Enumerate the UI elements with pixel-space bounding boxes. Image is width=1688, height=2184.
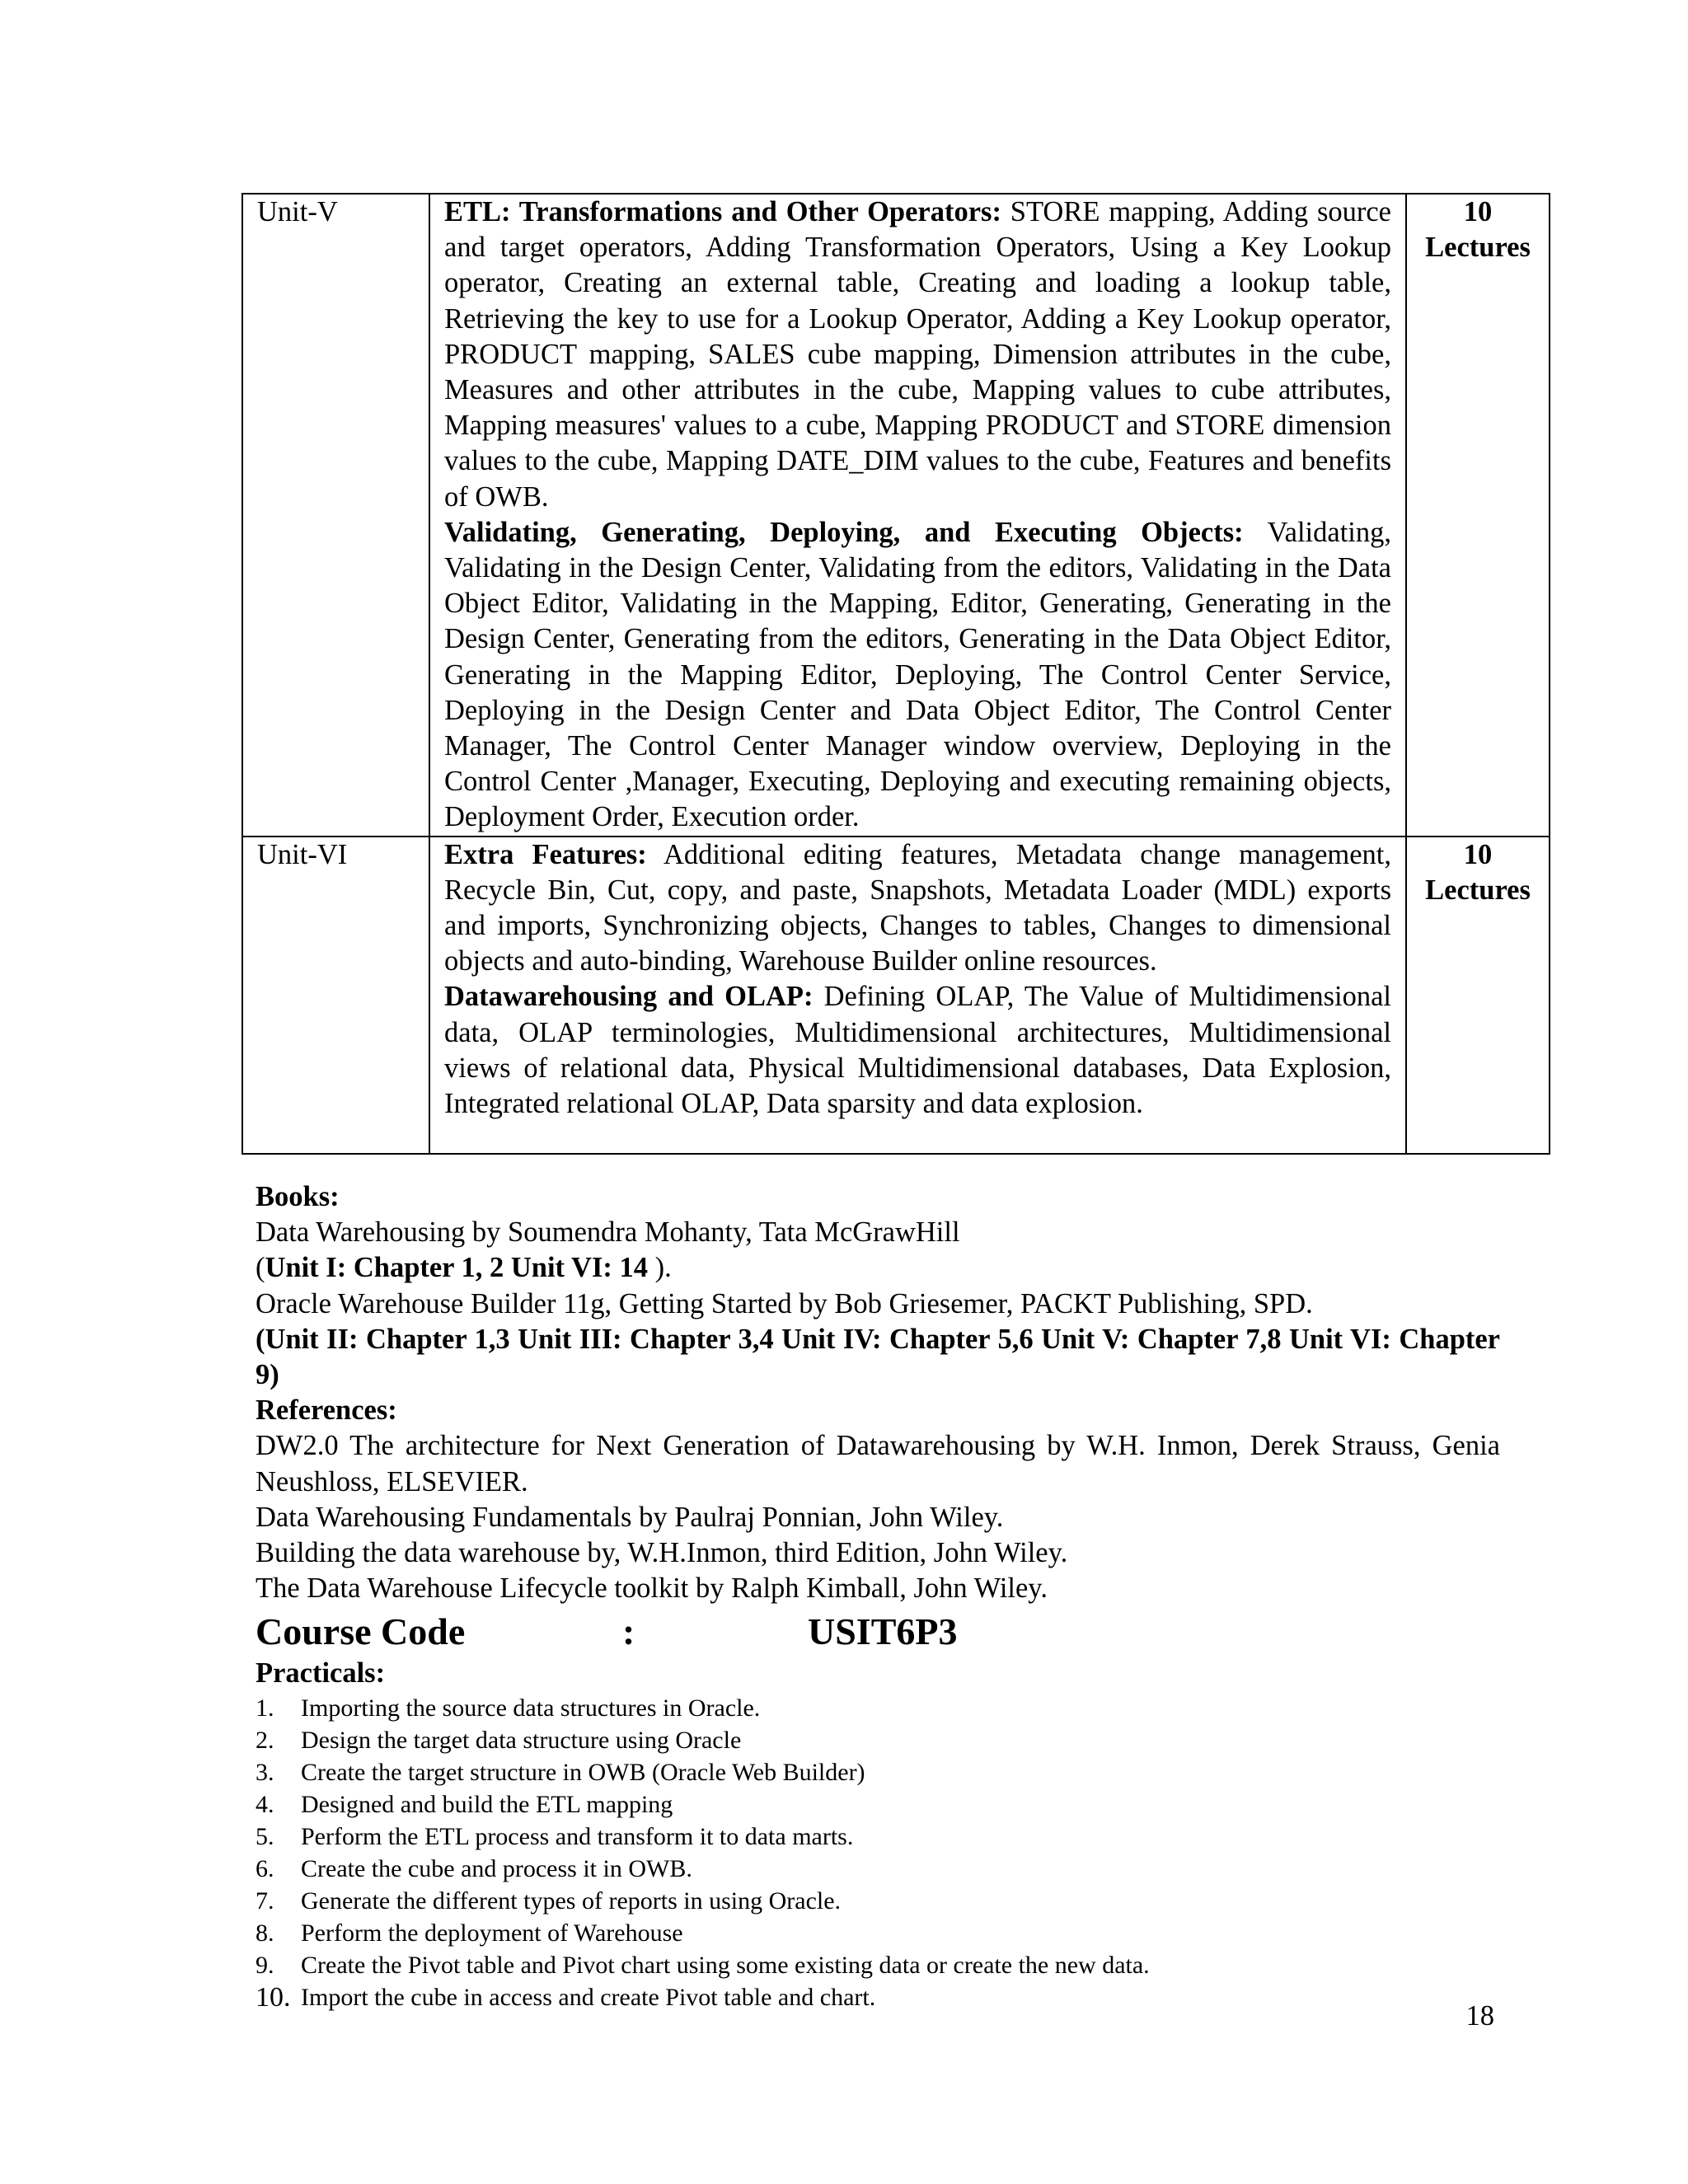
unit-v-p1-body: STORE mapping, Adding source and target operators, Adding Transformation Operators, Using a Key Lookup operator, Creating an external table, Creating and loading a lookup table, Retrieving the key to use for a Lookup Operator, Adding a Key Lookup operator, PRODUCT mapping, SALES cube mapping, Dimension attributes in the cube, Measures and other attributes in the cube, Mapping values to cube attributes, Mapping measures' values to a cube, Mapping PRODUCT and STORE dimension values to the cube, Mapping DATE_DIM values to the cube, Features and benefits of OWB. (444, 196, 1391, 513)
practical-text: Designed and build the ETL mapping (301, 1790, 673, 1818)
unit-v-lectures-word: Lectures (1425, 232, 1531, 264)
practical-text: Importing the source data structures in Oracle. (301, 1694, 761, 1722)
reference-3: Building the data warehouse by, W.H.Inmon, third Edition, John Wiley. (256, 1537, 1068, 1569)
practical-item (256, 1692, 1500, 1724)
practical-item (256, 1788, 1500, 1821)
unit-vi-p1-body: Additional editing features, Metadata change management, Recycle Bin, Cut, copy, and paste, Snapshots, Metadata Loader (MDL) exports and imports, Synchronizing objects, Changes to tables, Changes to dimensional objects and auto-binding, Warehouse Builder online resources. (444, 838, 1392, 977)
practical-number: 2. (256, 1726, 274, 1754)
practical-number: 10. (256, 1981, 291, 2013)
practical-text: Create the Pivot table and Pivot chart using some existing data or create the new data. (301, 1951, 1150, 1979)
practical-item (256, 1756, 1500, 1788)
book-1-chapters-bold: Unit I: Chapter 1, 2 Unit VI: 14 (265, 1252, 649, 1284)
book-2-chapters-bold: Unit II: Chapter 1,3 Unit III: Chapter 3,4 Unit IV: Chapter 5,6 Unit V: Chapter 7,8 Unit VI: Chapter 9 (256, 1323, 1500, 1391)
book-1: Data Warehousing by Soumendra Mohanty, Tata McGrawHill (256, 1216, 960, 1249)
book-2-chapters (256, 1322, 1500, 1393)
reference-1: DW2.0 The architecture for Next Generation of Datawarehousing by W.H. Inmon, Derek Strauss, Genia Neushloss, ELSEVIER. (256, 1430, 1500, 1497)
practical-number: 4. (256, 1790, 274, 1818)
unit-vi-label: Unit-VI (242, 837, 429, 1155)
books-heading: Books: (256, 1181, 340, 1212)
practical-number: 7. (256, 1886, 274, 1915)
practical-item (256, 1981, 1500, 2013)
book-2-chapters-open: ( (256, 1323, 265, 1355)
course-code-value: USIT6P3 (808, 1610, 958, 1653)
unit-vi-content (429, 837, 1406, 1155)
practical-text: Perform the deployment of Warehouse (301, 1919, 683, 1947)
practical-number: 5. (256, 1822, 274, 1850)
reference-4: The Data Warehouse Lifecycle toolkit by Ralph Kimball, John Wiley. (256, 1572, 1048, 1605)
unit-v-p2-body: Validating, Validating in the Design Center, Validating from the editors, Validating in the Data Object Editor, Validating in the Mapping, Editor, Generating, Generating in the Design Center, Generating from the editors, Generating in the Data Object Editor, Generating in the Mapping Editor, Deploying, The Control Center Service, Deploying in the Design Center and Data Object Editor, The Control Center Manager, The Control Center Manager window overview, Deploying in the Control Center ,Manager, Executing, Deploying and executing remaining objects, Deployment Order, Execution order. (444, 516, 1391, 833)
practical-item (256, 1853, 1500, 1885)
practical-text: Import the cube in access and create Pivot table and chart. (301, 1983, 876, 2011)
unit-v-label: Unit-V (242, 194, 429, 837)
practical-number: 8. (256, 1919, 274, 1947)
unit-vi-lectures (1406, 837, 1550, 1155)
course-code-colon: : (622, 1610, 635, 1653)
book-1-chapters (256, 1250, 1500, 1286)
practical-number: 6. (256, 1854, 274, 1882)
unit-vi-p1-heading: Extra Features: (444, 838, 647, 870)
practical-text: Design the target data structure using Oracle (301, 1726, 742, 1754)
unit-v-lectures (1406, 194, 1550, 837)
unit-v-lectures-count: 10 (1463, 196, 1493, 227)
unit-vi-lectures-word: Lectures (1425, 874, 1531, 906)
references-heading: References: (256, 1394, 397, 1427)
practical-number: 1. (256, 1694, 274, 1722)
practical-text: Generate the different types of reports in using Oracle. (301, 1886, 842, 1915)
practical-item (256, 1949, 1500, 1981)
practical-item (256, 1724, 1500, 1756)
practical-text: Create the cube and process it in OWB. (301, 1854, 692, 1882)
unit-v-paragraph-2 (444, 515, 1391, 836)
book-2-chapters-close: ) (270, 1359, 279, 1391)
course-code-line (256, 1608, 1500, 1656)
practical-item (256, 1885, 1500, 1917)
book-1-chapters-open: ( (256, 1252, 265, 1284)
unit-v-content (429, 194, 1406, 837)
lower-section (256, 1179, 1500, 2013)
practical-item (256, 1821, 1500, 1853)
practical-text: Perform the ETL process and transform it to data marts. (301, 1822, 854, 1850)
book-2: Oracle Warehouse Builder 11g, Getting Started by Bob Griesemer, PACKT Publishing, SPD. (256, 1287, 1313, 1319)
unit-v-p2-heading: Validating, Generating, Deploying, and Executing Objects: (444, 516, 1244, 548)
table-row-unit-vi (242, 837, 1550, 1155)
practicals-heading: Practicals: (256, 1657, 386, 1690)
book-1-chapters-close: ). (648, 1252, 672, 1284)
practical-item (256, 1917, 1500, 1949)
syllabus-table (241, 193, 1550, 1155)
unit-vi-p2-body: Defining OLAP, The Value of Multidimensional data, OLAP terminologies, Multidimensional architectures, Multidimensional views of relational data, Physical Multidimensional databases, Data Explosion, Integrated relational OLAP, Data sparsity and data explosion. (444, 981, 1391, 1120)
practicals-list (256, 1692, 1500, 2013)
reference-2: Data Warehousing Fundamentals by Paulraj Ponnian, John Wiley. (256, 1501, 1004, 1533)
table-row-unit-v (242, 194, 1550, 837)
page-number: 18 (1465, 2000, 1494, 2032)
unit-vi-lectures-count: 10 (1463, 838, 1493, 870)
course-code-label: Course Code (256, 1610, 466, 1653)
unit-vi-paragraph-2 (444, 979, 1391, 1122)
practical-number: 3. (256, 1758, 274, 1786)
unit-v-paragraph-1 (444, 194, 1391, 515)
unit-vi-paragraph-1 (444, 837, 1391, 980)
unit-vi-p2-heading: Datawarehousing and OLAP: (444, 981, 814, 1013)
practical-number: 9. (256, 1951, 274, 1979)
unit-v-p1-heading: ETL: Transformations and Other Operators: (444, 196, 1001, 227)
practical-text: Create the target structure in OWB (Oracle Web Builder) (301, 1758, 865, 1786)
